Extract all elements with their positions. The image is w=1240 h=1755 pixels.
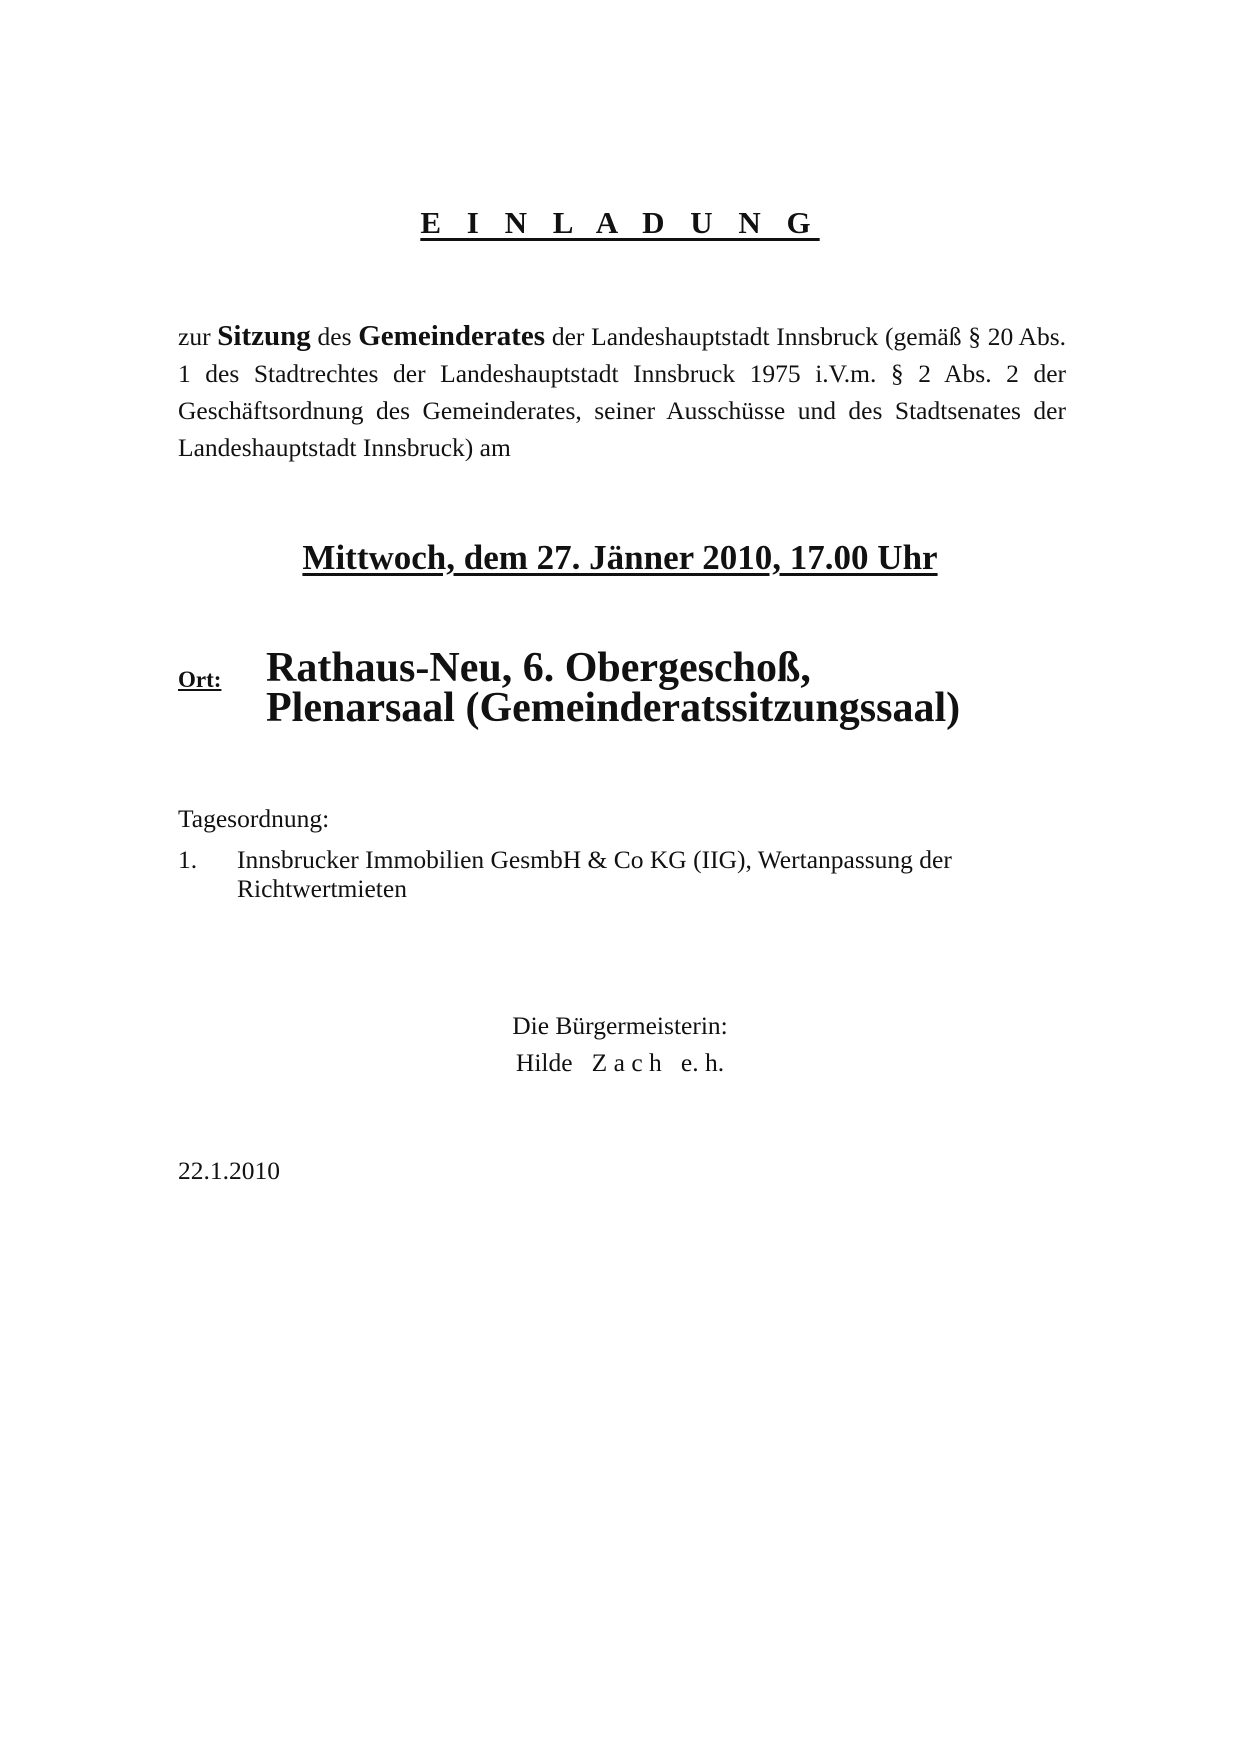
intro-paragraph — [178, 318, 1066, 466]
signature-name: Hilde Z a c h e. h. — [515, 1048, 725, 1077]
intro-rest: der Landeshauptstadt Innsbruck (gemäß § 20 Abs. 1 des Stadtrechtes der Landeshauptstadt Innsbruck 1975 i.V.m. § 2 Abs. 2 der Geschäftsordnung des Gemeinderates, seiner Ausschüsse und des Stadtsenates der Landeshauptstadt Innsbruck) am — [178, 322, 1066, 462]
document-title: E I N L A D U N G — [420, 205, 820, 240]
location-label: Ort: — [178, 667, 222, 692]
intro-des: des — [310, 322, 359, 351]
signature-role: Die Bürgermeisterin: — [512, 1011, 728, 1040]
meeting-date: Mittwoch, dem 27. Jänner 2010, 17.00 Uhr — [302, 538, 938, 577]
intro-gemeinderates: Gemeinderates — [358, 320, 546, 352]
agenda-label: Tagesordnung: — [178, 804, 330, 833]
issue-date: 22.1.2010 — [178, 1156, 280, 1185]
location-block — [266, 645, 1066, 731]
signature-block — [0, 1007, 1240, 1081]
agenda-item-text: Innsbrucker Immobilien GesmbH & Co KG (IIG), Wertanpassung der Richtwertmieten — [237, 845, 952, 903]
intro-sitzung: Sitzung — [217, 320, 311, 352]
location-line-2: Plenarsaal (Gemeinderatssitzungssaal) — [266, 685, 961, 731]
location-line-1: Rathaus-Neu, 6. Obergeschoß, — [266, 645, 811, 691]
intro-prefix: zur — [178, 322, 218, 351]
agenda-item-number: 1. — [178, 845, 198, 874]
